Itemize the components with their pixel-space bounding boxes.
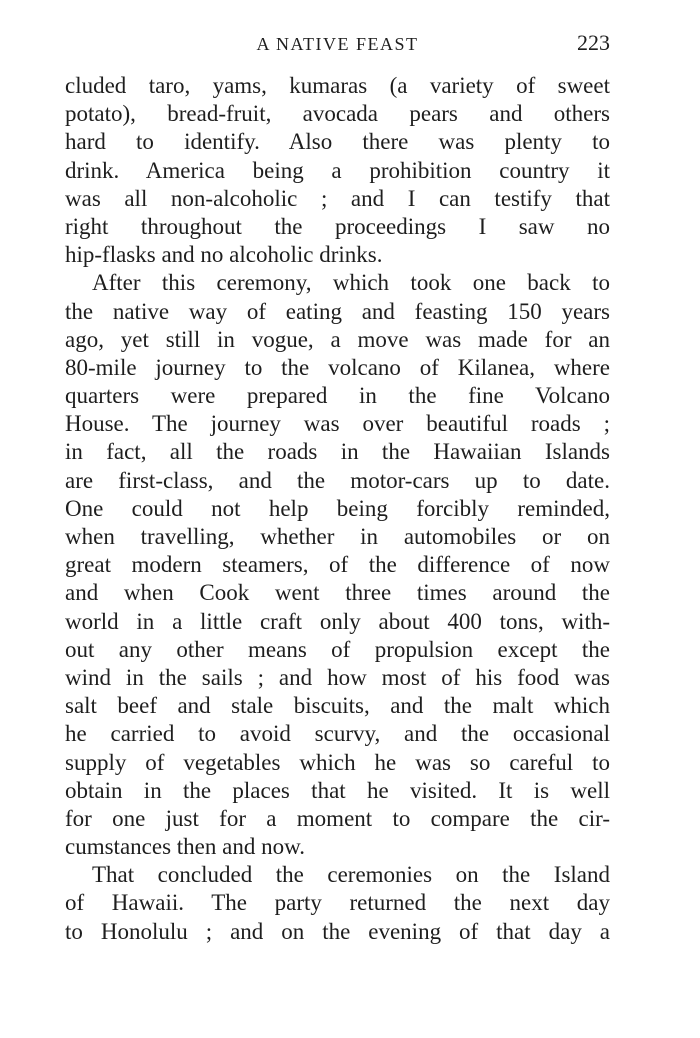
- text-line: in fact, all the roads in the Hawaiian Islands: [65, 439, 610, 465]
- text-line: for one just for a moment to compare the cir-: [65, 805, 610, 831]
- page-number: 223: [577, 30, 610, 55]
- text-line: One could not help being forcibly reminded,: [65, 495, 610, 521]
- text-line: House. The journey was over beautiful roads ;: [65, 411, 610, 437]
- text-line: when travelling, whether in automobiles or on: [65, 524, 610, 549]
- text-line: of Hawaii. The party returned the next day: [65, 890, 610, 916]
- page-header: [65, 30, 610, 60]
- paragraph-1: [65, 72, 610, 269]
- text-line: to Honolulu ; and on the evening of that day a: [65, 918, 610, 944]
- text-line: ago, yet still in vogue, a move was made for an: [65, 326, 610, 352]
- text-line: the native way of eating and feasting 150 years: [65, 298, 610, 324]
- text-line: hip-flasks and no alcoholic drinks.: [65, 242, 383, 268]
- text-line: obtain in the places that he visited. It is well: [65, 777, 610, 803]
- text-line: salt beef and stale biscuits, and the malt which: [65, 693, 610, 719]
- text-line: he carried to avoid scurvy, and the occasional: [65, 721, 610, 747]
- text-line: quarters were prepared in the fine Volcano: [65, 383, 610, 409]
- text-line: and when Cook went three times around the: [65, 580, 610, 606]
- paragraph-3: [65, 861, 610, 946]
- text-line: great modern steamers, of the difference of now: [65, 552, 610, 578]
- text-line: hard to identify. Also there was plenty to: [65, 129, 610, 155]
- text-line: are first-class, and the motor-cars up to date.: [65, 467, 610, 493]
- text-line: supply of vegetables which he was so careful to: [65, 749, 610, 775]
- text-line: wind in the sails ; and how most of his food was: [65, 664, 610, 690]
- text-line: That concluded the ceremonies on the Island: [92, 862, 610, 888]
- text-line: world in a little craft only about 400 tons, with-: [65, 608, 610, 634]
- text-line: 80-mile journey to the volcano of Kilanea, where: [65, 354, 610, 380]
- text-line: right throughout the proceedings I saw no: [65, 213, 610, 239]
- running-title: A NATIVE FEAST: [256, 34, 419, 54]
- text-line: potato), bread-fruit, avocada pears and others: [65, 101, 610, 127]
- body-text: [65, 72, 610, 946]
- text-line: After this ceremony, which took one back to: [92, 270, 610, 296]
- text-line: cumstances then and now.: [65, 834, 305, 860]
- text-line: cluded taro, yams, kumaras (a variety of sweet: [65, 73, 610, 98]
- paragraph-2: [65, 269, 610, 861]
- text-line: was all non-alcoholic ; and I can testify that: [65, 185, 610, 211]
- text-line: out any other means of propulsion except the: [65, 636, 610, 662]
- text-line: drink. America being a prohibition country it: [65, 157, 610, 183]
